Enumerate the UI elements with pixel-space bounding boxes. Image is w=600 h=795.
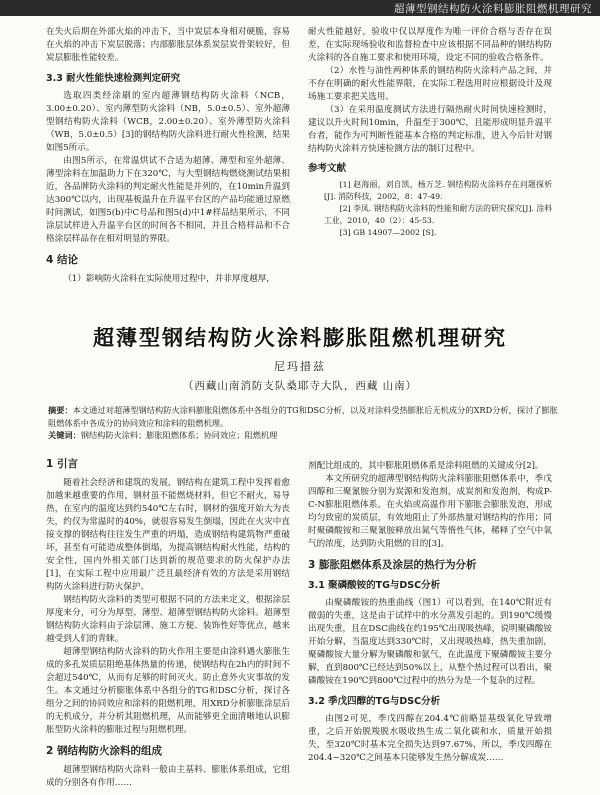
- top-right-column: [308, 26, 552, 239]
- reference-item: [3] GB 14907—2002 [S].: [339, 228, 437, 237]
- body-paragraph: （2）水性与油性两种体系的钢结构防火涂料产品之间，并不存在明确的耐火性能界限，在实际工程选用时应根据设计及现场施工要求把关选用。: [308, 66, 552, 102]
- section-heading-3: 3 膨胀阻燃体系及涂层的热行为分析: [308, 559, 477, 571]
- article-title: 超薄型钢结构防火涂料膨胀阻燃机理研究: [93, 326, 507, 350]
- subsection-heading-3-2: 3.2 季戊四醇的TG与DSC分析: [308, 696, 441, 707]
- abstract: [48, 404, 558, 429]
- keywords-text: 钢结构防火涂料；膨胀阻燃体系；协同效应；阻燃机理: [80, 430, 278, 440]
- reference-item: [2] 李凤. 钢结构防火涂料的性能和耐方法的研究探究[J]. 涂料工业，2010，40（2）：45-53.: [324, 204, 552, 225]
- body-paragraph: 钢结构防火涂料的类型可根据不同的方法来定义，根据涂层厚度来分，可分为厚型、薄型、超薄型钢结构防火涂料。超薄型钢结构防火涂料由于涂层薄、施工方便、装饰性好等优点，越来越受到人们的青睐。: [46, 595, 290, 644]
- section-heading-composition: 2 钢结构防火涂料的组成: [46, 745, 162, 757]
- conclusion-paragraph: （1）影响防火涂料在实际使用过程中，并非厚度越厚，: [63, 274, 275, 284]
- body-paragraph: 本文所研究的超薄型钢结构防火涂料膨胀阻燃体系中，季戊四醇和三聚氰胺分别为炭源和发泡剂，成炭剂和发泡剂，构成P-C-N膨胀阻燃体系。在火焰或高温作用下膨胀会膨胀发泡，形成均匀致密的炭质层，有效地阻止了外部热量对钢结构的作用；同时聚磷酸铵和三聚氰胺释放出氮气等惰性气体，稀释了空气中氧气的浓度，达到防火阻燃的目的[3]。: [308, 474, 552, 549]
- body-paragraph: 超薄型钢结构防火涂料的防火作用主要是由涂料遇火膨胀生成的多孔炭质层阻绝基体热量的传递，使钢结构在2h内的时间不会超过540℃，从而有足够的时间灭火。防止意外火灾事故的发生。本文通过分析膨胀体系中各组分的TG和DSC分析，探讨各组分之间的协同效应和涂料的阻燃机理，用XRD分析膨胀涂层后的无机成分，并分析其阻燃机理，从而能够更全面清晰地认识膨胀型防火涂料的膨胀过程与阻燃机理。: [46, 647, 290, 735]
- reference-item: [1] 赵海丽，刘自凯，杨万芝. 钢结构防火涂料存在问题探析[J]. 消防科技，2002，8：47-49.: [324, 180, 552, 201]
- top-left-column: [46, 26, 290, 286]
- body-paragraph: 耐火性能越好，验收中仅以厚度作为唯一评价合格与否存在误差，在实际现场验收和监督检查中应该根据不同品种的钢结构防火涂料的各自施工要求和使用环境，设定不同的验收合格条件。: [308, 27, 552, 63]
- carryover-paragraph: 剂配比组成的，其中膨胀阻燃体系是涂料阻燃的关键成分[2]。: [308, 461, 544, 471]
- body-paragraph: 由图2可见，季戊四醇在204.4℃前略显基级氧化导致增重，之后开始脱羧脱水吸收热生成二氧化碳和水，质量开始损失，至320℃时基本完全损失达到97.67%，所以，季戊四醇在204.4~320℃之间基本只能够发生热分解成炭……: [308, 714, 552, 763]
- body-paragraph: 超薄型钢结构防火涂料一般由主基料、膨胀体系组成，它组成的分别各有作用……: [46, 765, 290, 788]
- keywords: [48, 429, 558, 442]
- bottom-right-column: [308, 460, 552, 765]
- section-heading-3-3: 3.3 耐火性能快速检测判定研究: [46, 73, 181, 84]
- body-paragraph: （3）在采用温度测试方法进行隔热耐火时间快速检测时，建议以升火时间10min，升温至于300℃，且能形成明显升温平台者，能作为可判断性能基本合格的判定标准，进入今后针对钢结构防火涂料方快速检测方法的制订过程中。: [308, 105, 552, 154]
- keywords-label: 关键词：: [48, 430, 81, 440]
- carryover-paragraph: 在失火后期在外部火焰的冲击下，当中炭层本身相对硬脆，容易在火焰的冲击下炭层脱落；内部膨胀层体系炭层炭骨架较好，但炭层膨胀性能较差。: [46, 27, 290, 63]
- references-heading: 参考文献: [308, 163, 347, 174]
- subsection-heading-3-1: 3.1 聚磷酸铵的TG与DSC分析: [308, 580, 441, 591]
- section-heading-conclusion: 4 结论: [46, 254, 78, 266]
- body-paragraph: 随着社会经济和建筑的发展，钢结构在建筑工程中发挥着愈加越来越重要的作用，钢材虽不能燃烧材料，但它不耐火，易导热，在室内的温度达到约540℃左右时，钢材的强度开始大为丧失，约仅为常温时的40%，就很容易发生倒塌，因此在火灾中直接支撑的钢结构往往发生严重的坍塌，造成钢结构建筑物严重破坏，甚至有可能造成整体倒塌，为提高钢结构耐火性能，结构的安全性，国内外相关部门达到新的规范要求的防火保护办法[1]，在实际工程中应用最广泛且最经济有效的方法是采用钢结构防火涂料进行防火保护。: [46, 478, 290, 592]
- running-header-title: 超薄型钢结构防火涂料膨胀阻燃机理研究: [394, 3, 592, 15]
- body-paragraph: 由图5所示，在常温烘试不合适为超薄、薄型和室外超薄、薄型涂料在加温助力下在320℃，与大型钢结构燃烧测试结果相近，各品牌防火涂料的判定耐火性能是并列的，在10min升温到达300℃以内，出现基板温升在升温平台区的产品均能通过原燃时间测试，如图5(b)中C号品和图5(d)中1#样品结果所示，不同涂层试样进入升温平台区的时间各不相同，并且合格样品和不合格涂层样品存在相对明显的界限。: [46, 156, 290, 244]
- body-paragraph: 由聚磷酸铵的热重曲线（图1）可以看到，在140℃附近有微弱的失重，这是由于试样中的水分蒸发引起的。到190℃缓慢出现失重，且在DSC曲线在约195℃出现吸热峰，说明聚磷酸铵开始分解，当温度达到330℃时，又出现吸热峰，热失重加剧，聚磷酸铵大量分解为聚磷酸和氨气，在此温度下聚磷酸铵主要分解，直到800℃已经达到50%以上，从整个热过程可以看出，聚磷酸铵在190℃到800℃过程中的热分为是一个复杂的过程。: [308, 598, 552, 686]
- abstract-block: [48, 404, 558, 442]
- body-paragraph: 选取四类经涂刷的室内超薄钢结构防火涂料（NCB，3.00±0.20）、室内薄型防火涂料（NB，5.0±0.5）、室外超薄型钢结构防火涂料（WCB，2.00±0.20）、室外薄型防火涂料（WB，5.0±0.5）[3]的钢结构防火涂料进行耐火性检测，结果如图5所示。: [46, 91, 290, 153]
- abstract-label: 摘要：: [48, 405, 73, 415]
- section-heading-introduction: 1 引言: [46, 458, 78, 470]
- article-affiliation: （西藏山南消防支队桑耶寺大队，西藏 山南）: [182, 380, 418, 392]
- bottom-left-column: [46, 450, 290, 790]
- article-author: 尼玛措兹: [274, 360, 326, 373]
- running-header-band: [0, 0, 600, 16]
- abstract-text: 本文通过对超薄型钢结构防火涂料膨胀阻燃体系中各组分的TG和DSC分析，以及对涂料受热膨胀后无机成分的XRD分析，探讨了膨胀阻燃体系中各成分的协同效应和涂料的阻燃机理。: [48, 405, 558, 428]
